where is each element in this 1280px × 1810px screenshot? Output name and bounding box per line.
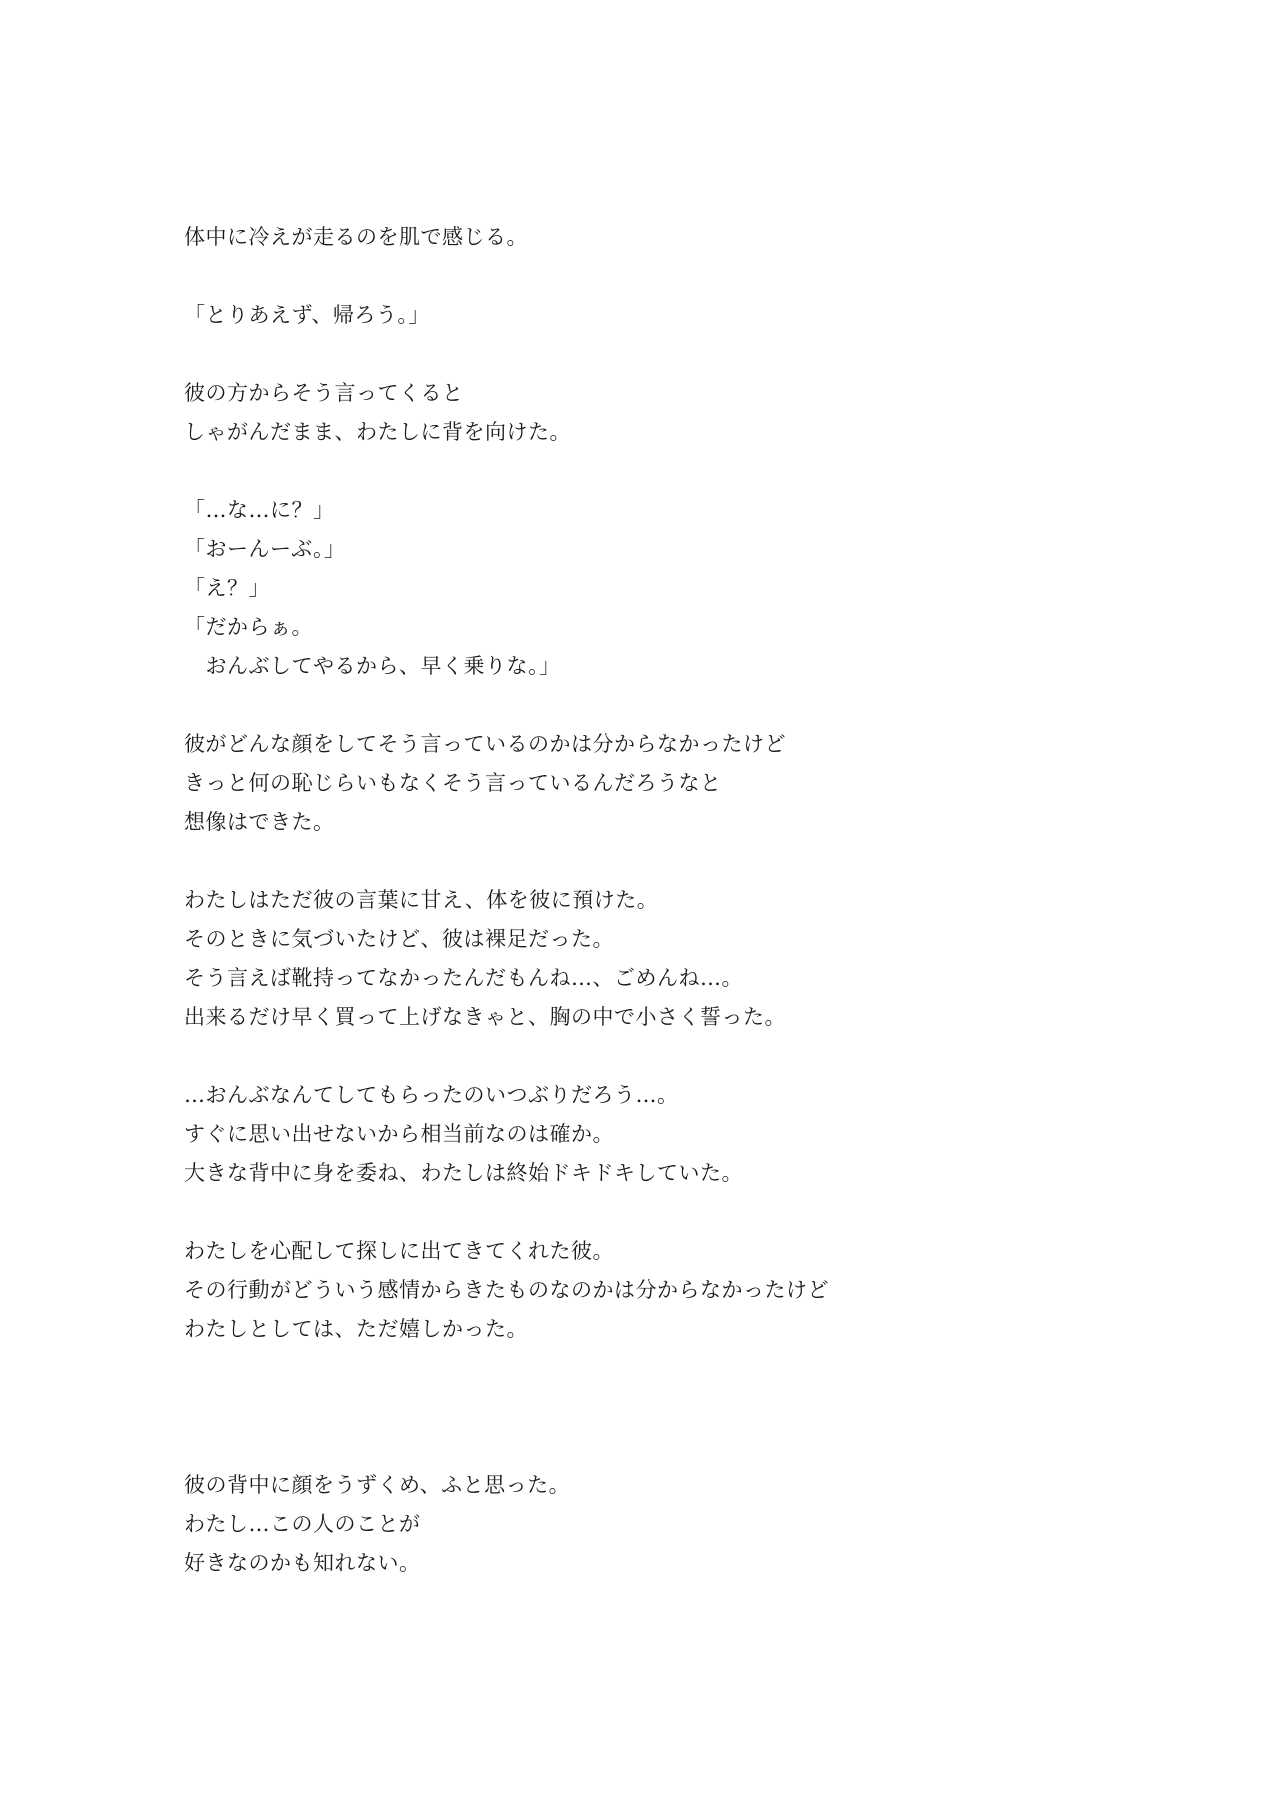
paragraph-2 <box>184 296 1144 335</box>
text-line: 体中に冷えが走るのを肌で感じる。 <box>184 225 528 249</box>
text-line: 想像はできた。 <box>184 810 335 834</box>
paragraph-7 <box>184 1076 1144 1193</box>
text-line: そう言えば靴持ってなかったんだもんね…、ごめんね…。 <box>184 966 743 990</box>
text-line: 彼の方からそう言ってくると <box>184 381 464 405</box>
text-line: 大きな背中に身を委ね、わたしは終始ドキドキしていた。 <box>184 1161 743 1185</box>
paragraph-9 <box>184 1466 1144 1583</box>
text-line: しゃがんだまま、わたしに背を向けた。 <box>184 420 571 444</box>
dialogue-line: 「おーんーぶ。」 <box>184 537 346 561</box>
text-line: その行動がどういう感情からきたものなのかは分からなかったけど <box>184 1278 829 1302</box>
paragraph-8 <box>184 1232 1144 1349</box>
dialogue-line: 「だからぁ。 <box>184 615 313 639</box>
text-line: そのときに気づいたけど、彼は裸足だった。 <box>184 927 614 951</box>
paragraph-1 <box>184 218 1144 257</box>
text-line: 好きなのかも知れない。 <box>184 1551 421 1575</box>
paragraph-5 <box>184 725 1144 842</box>
paragraph-3 <box>184 374 1144 452</box>
text-line: 彼の背中に顔をうずくめ、ふと思った。 <box>184 1473 571 1497</box>
text-line: わたしを心配して探しに出てきてくれた彼。 <box>184 1239 614 1263</box>
dialogue-line: 「え？」 <box>184 576 270 600</box>
text-line: きっと何の恥じらいもなくそう言っているんだろうなと <box>184 771 722 795</box>
text-line: わたしとしては、ただ嬉しかった。 <box>184 1317 528 1341</box>
paragraph-6 <box>184 881 1144 1037</box>
text-line: わたし…この人のことが <box>184 1512 421 1536</box>
story-text <box>184 218 1144 1583</box>
dialogue-line: 「とりあえず、帰ろう。」 <box>184 303 430 327</box>
text-line: わたしはただ彼の言葉に甘え、体を彼に預けた。 <box>184 888 659 912</box>
dialogue-line: 「…な…に？」 <box>184 498 335 522</box>
text-line: 彼がどんな顔をしてそう言っているのかは分からなかったけど <box>184 732 786 756</box>
dialogue-line: おんぶしてやるから、早く乗りな。」 <box>184 654 561 678</box>
paragraph-4 <box>184 491 1144 686</box>
text-line: 出来るだけ早く買って上げなきゃと、胸の中で小さく誓った。 <box>184 1005 786 1029</box>
text-line: すぐに思い出せないから相当前なのは確か。 <box>184 1122 614 1146</box>
text-line: …おんぶなんてしてもらったのいつぶりだろう…。 <box>184 1083 679 1107</box>
